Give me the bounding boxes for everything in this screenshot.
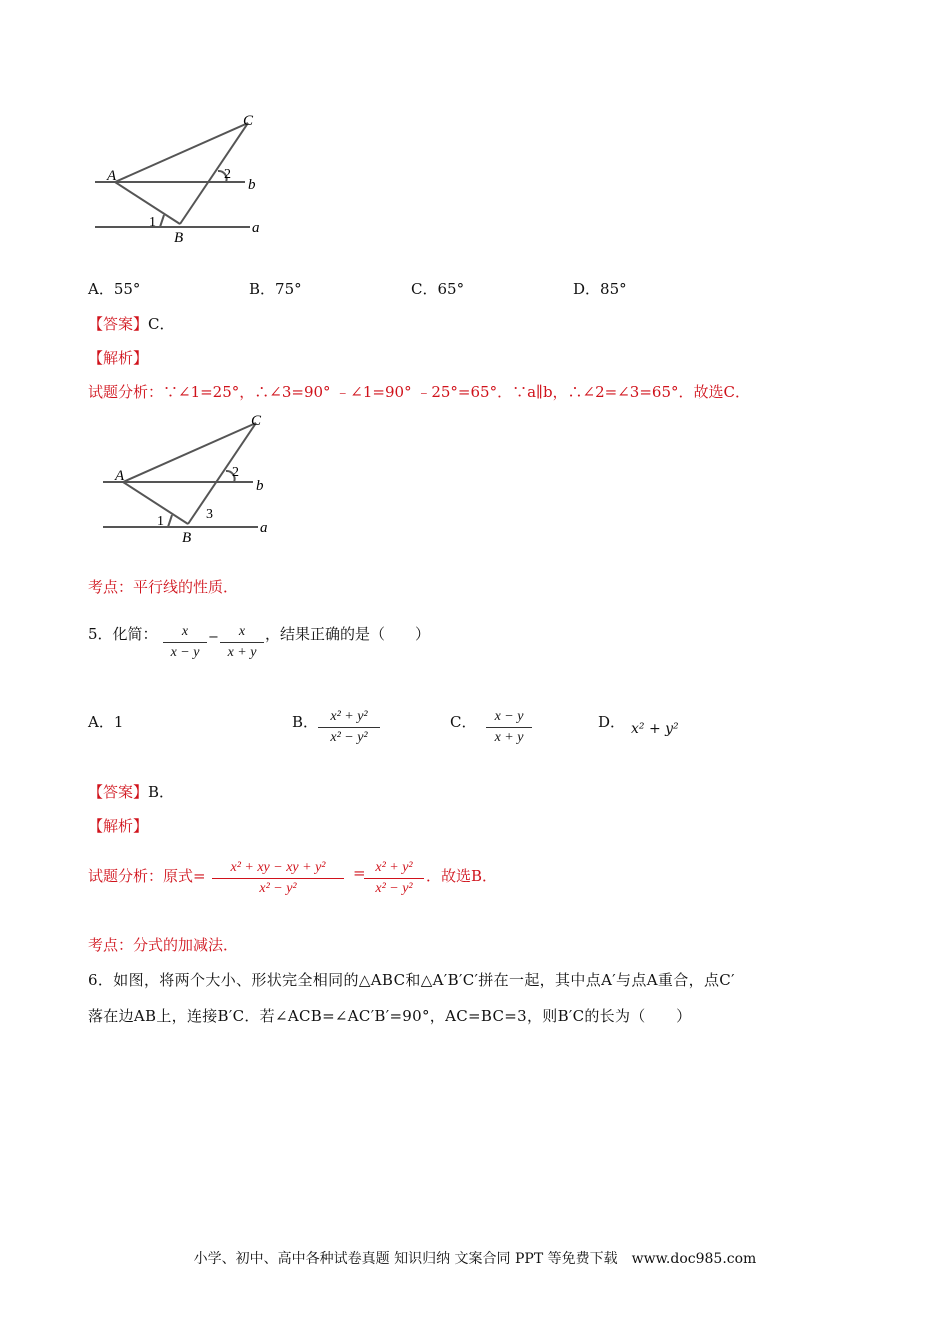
q5-option-b-fraction: x² + y² x² − y²	[318, 707, 380, 748]
fig1-label-2: 2	[224, 167, 231, 182]
q5-keypoint: 考点：分式的加减法．	[88, 936, 239, 954]
q4-keypoint: 考点：平行线的性质．	[88, 578, 239, 596]
q4-option-d: D．85°	[573, 280, 627, 298]
q5-analysis-eq: =	[353, 864, 366, 882]
q4-analysis: 试题分析：∵∠1=25°，∴∠3=90° ﹣∠1=90° ﹣25°=65°．∵a∥b，∴∠2=∠3=65°．故选C．	[88, 383, 750, 401]
q5-fraction-2: x x + y	[220, 622, 264, 663]
fig2-label-b: b	[256, 478, 264, 494]
q5-option-d-letter: D．	[598, 713, 626, 731]
q4-option-c: C．65°	[411, 280, 465, 298]
q5-answer: 【答案】B．	[88, 783, 175, 801]
q5-fraction-1: x x − y	[163, 622, 207, 663]
fig1-label-1: 1	[149, 215, 156, 230]
q5-analysis-step2: x² + y² x² − y²	[364, 858, 424, 899]
fig2-label-C: C	[251, 413, 262, 429]
q6-line-2: 落在边AB上，连接B′C．若∠ACB=∠AC′B′=90°，AC=BC=3，则B′C的长为（ ）	[88, 1007, 692, 1025]
q4-analysis-label: 【解析】	[88, 349, 149, 367]
q5-option-a: A．1	[88, 713, 124, 731]
q4-option-a: A．55°	[88, 280, 141, 298]
q5-option-d-expr: x² + y²	[631, 721, 679, 737]
fig1-label-A: A	[107, 168, 117, 184]
q5-analysis-prefix: 试题分析：原式=	[88, 867, 206, 885]
fig2-label-3: 3	[206, 507, 213, 522]
q5-minus: −	[208, 630, 219, 645]
fig1-label-b: b	[248, 177, 256, 193]
fig2-label-2: 2	[232, 465, 239, 480]
q4-answer: 【答案】C．	[88, 315, 175, 333]
q4-option-b: B．75°	[249, 280, 302, 298]
fig1-label-a: a	[252, 220, 260, 236]
figure-1-parallel-lines	[90, 108, 280, 248]
q5-analysis-label: 【解析】	[88, 817, 149, 835]
fig1-label-B: B	[174, 230, 184, 246]
fig2-label-B: B	[182, 530, 192, 546]
q5-option-c-letter: C．	[450, 713, 477, 731]
q5-suffix: ，结果正确的是（ ）	[265, 625, 431, 643]
q6-line-1: 6．如图，将两个大小、形状完全相同的△ABC和△A′B′C′拼在一起，其中点A′与点A重合，点C′	[88, 971, 735, 989]
footer-text: 小学、初中、高中各种试卷真题 知识归纳 文案合同 PPT 等免费下载 www.doc985.com	[193, 1251, 757, 1267]
q5-prefix: 5．化简：	[88, 625, 158, 643]
q5-analysis-step1: x² + xy − xy + y² x² − y²	[212, 858, 344, 899]
fig1-label-C: C	[243, 113, 254, 129]
q5-analysis-suffix: ．故选B．	[426, 867, 498, 885]
figure-2-parallel-lines	[98, 408, 288, 548]
q5-option-c-fraction: x − y x + y	[486, 707, 532, 748]
fig2-label-A: A	[115, 468, 125, 484]
q5-option-b-letter: B．	[292, 713, 319, 731]
fig2-label-1: 1	[157, 514, 164, 529]
fig2-label-a: a	[260, 520, 268, 536]
